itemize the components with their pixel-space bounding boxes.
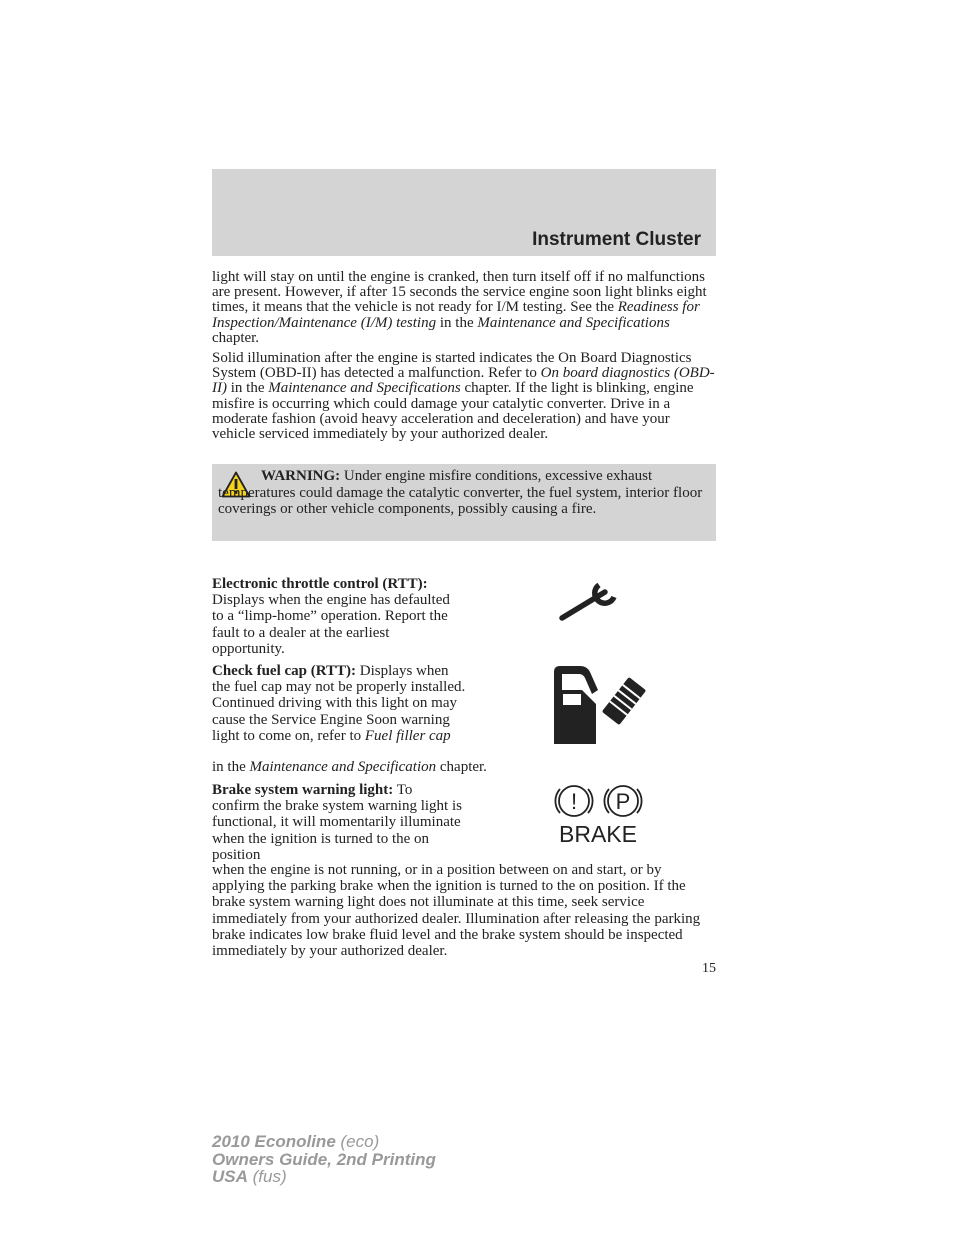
warning-text: WARNING: Under engine misfire conditions, excessive exhaust temperatures could damage the catalytic converter, the fuel system, interior floor coverings or other vehicle components, possibly causing a fire. <box>218 468 703 518</box>
brake-warning-icon <box>551 783 646 845</box>
fuel-cap-description-end: in the Maintenance and Specification chapter. <box>212 759 487 775</box>
fuel-cap-icon <box>552 664 647 746</box>
brake-description-bottom: when the engine is not running, or in a position between on and start, or by applying the parking brake when the ignition is turned to the on position. If the brake system warning light does not illuminate at this time, seek service immediately from your authorized dealer. Illumination after releasing the parking brake indicates low brake fluid level and the brake system should be inspected immediately by your authorized dealer. <box>212 862 701 960</box>
section-header-band <box>212 169 716 256</box>
warning-label: WARNING: <box>261 468 341 484</box>
brake-icon-exclamation: ! <box>570 789 578 814</box>
brake-label: Brake system warning light: <box>212 782 394 798</box>
section-title: Instrument Cluster <box>532 229 701 250</box>
warning-box <box>212 464 716 541</box>
fuel-cap-label: Check fuel cap (RTT): <box>212 663 357 679</box>
paragraph-service-engine-soon: light will stay on until the engine is cranked, then turn itself off if no malfunctions are present. However, if after 15 seconds the service engine soon light blinks eight times, it means that the vehicle is not ready for I/M testing. See the Readiness for Inspection/Maintenance (I/M) testing in the Maintenance and Specifications chapter. <box>212 269 707 346</box>
brake-icon-p: P <box>615 789 631 814</box>
fuel-cap-description: Check fuel cap (RTT): Displays when the fuel cap may not be properly installed. Continued driving with this light on may cause the Service Engine Soon warning light to come on, refer to Fuel filler cap <box>212 663 466 744</box>
brake-icon-text: BRAKE <box>559 821 637 845</box>
page-number: 15 <box>702 961 716 976</box>
etc-label: Electronic throttle control (RTT): <box>212 576 428 592</box>
paragraph-obd: Solid illumination after the engine is started indicates the On Board Diagnostics System (OBD-II) has detected a malfunction. Refer to On board diagnostics (OBD-II) in the Maintenance and Specifications chapter. If the light is blinking, engine misfire is occurring which could damage your catalytic converter. Drive in a moderate fashion (avoid heavy acceleration and deceleration) and have your vehicle serviced immediately by your authorized dealer. <box>212 350 715 443</box>
footer-publication-info: 2010 Econoline (eco) Owners Guide, 2nd Printing USA (fus) <box>212 1132 436 1186</box>
wrench-icon <box>553 578 619 626</box>
etc-description: Electronic throttle control (RTT): Displays when the engine has defaulted to a “limp-home” operation. Report the fault to a dealer at the earliest opportunity. <box>212 576 450 657</box>
brake-description-top: Brake system warning light: To confirm the brake system warning light is functional, it will momentarily illuminate when the ignition is turned to the on position <box>212 782 462 863</box>
